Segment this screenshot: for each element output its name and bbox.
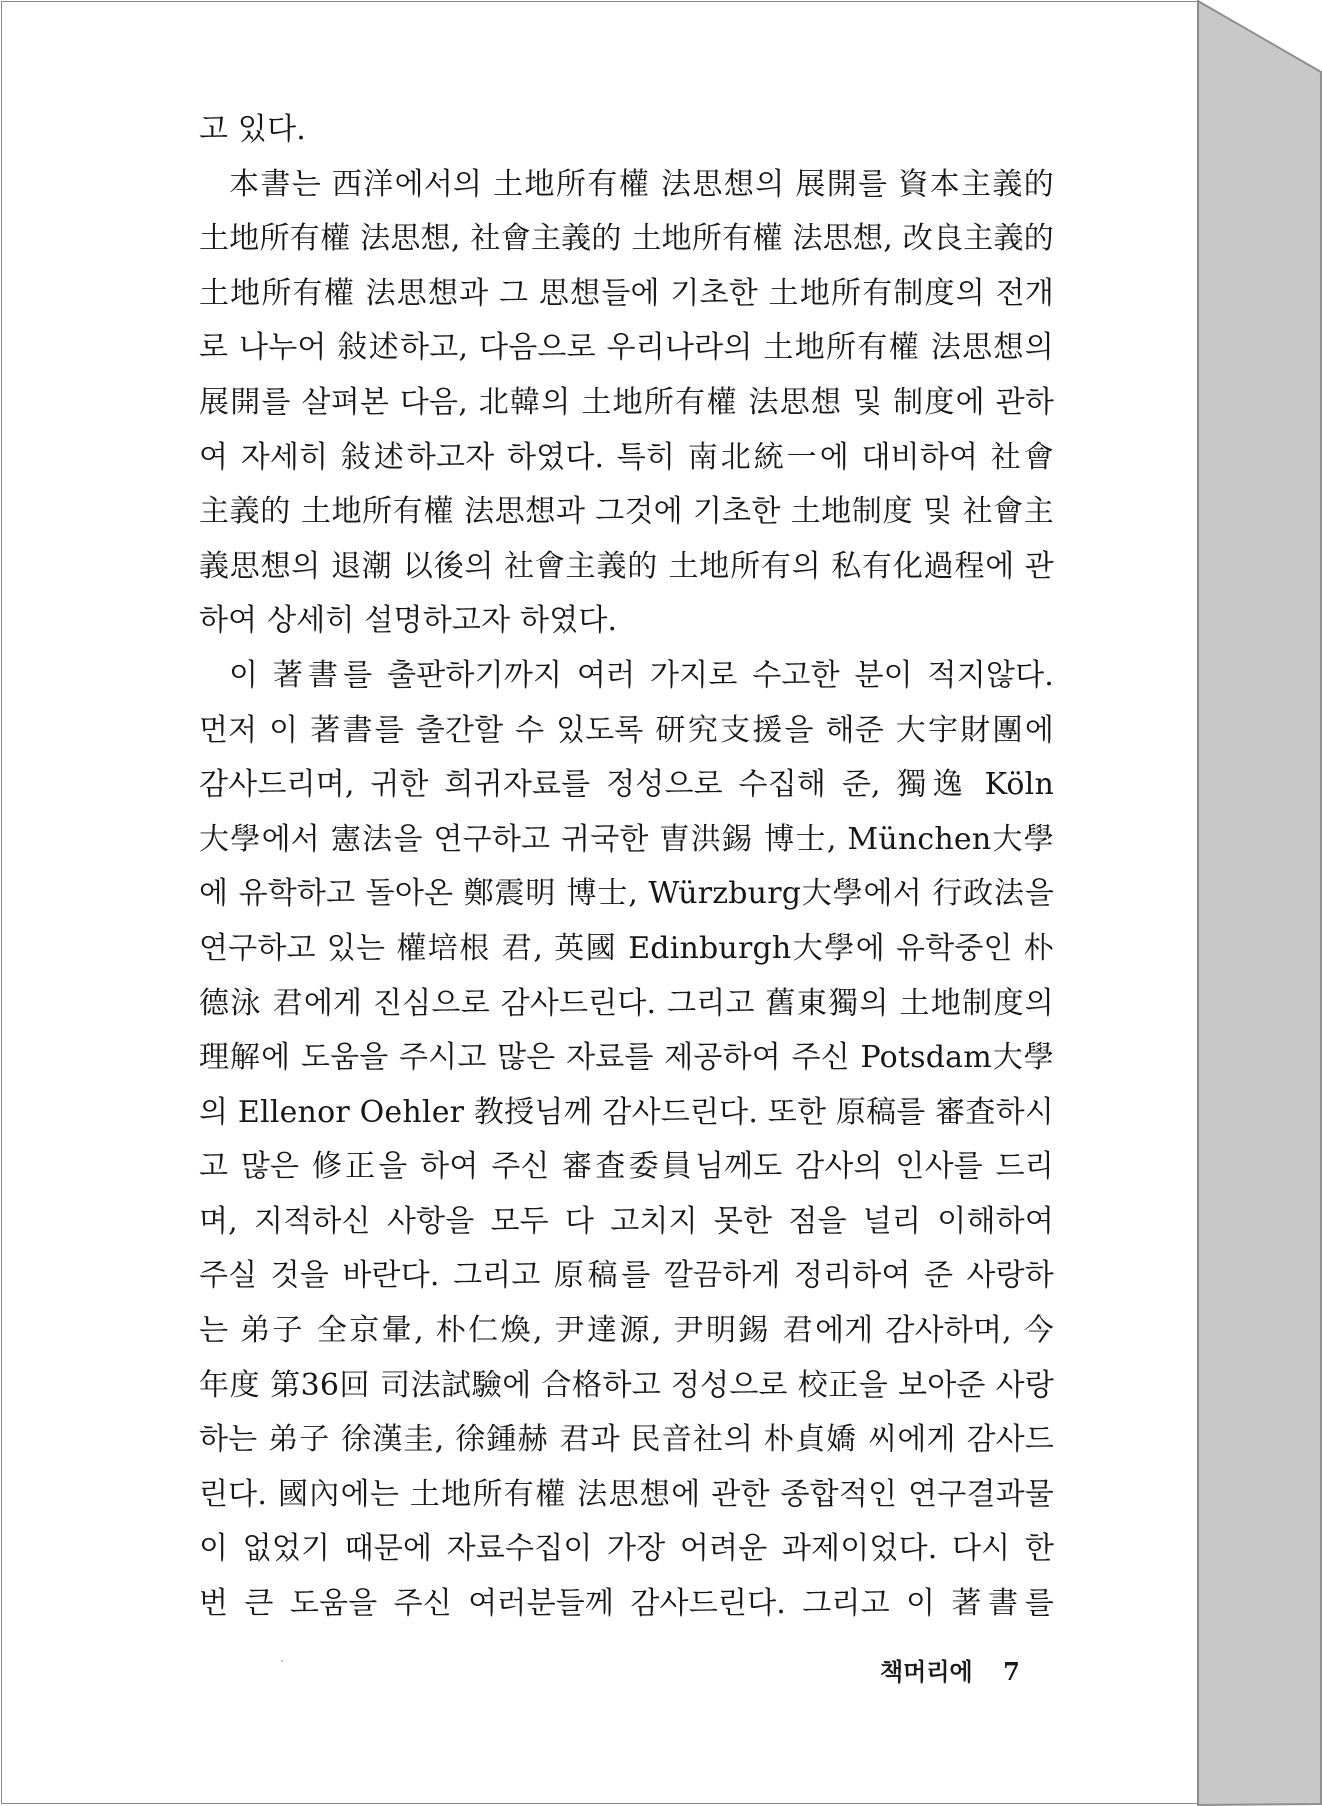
text-line: 이 없었기 때문에 자료수집이 가장 어려운 과제이었다. 다시 한 <box>199 1531 1054 1567</box>
text-line: 에 유학하고 돌아온 鄭震明 博士, Würzburg大學에서 行政法을 <box>199 876 1054 912</box>
text-line: 本書는 西洋에서의 土地所有權 法思想의 展開를 資本主義的 <box>229 166 1054 202</box>
text-line: 展開를 살펴본 다음, 北韓의 土地所有權 法思想 및 制度에 관하 <box>199 384 1054 420</box>
text-line: 理解에 도움을 주시고 많은 자료를 제공하여 주신 Potsdam大學 <box>199 1040 1054 1076</box>
text-line: 하는 弟子 徐漢圭, 徐鍾赫 君과 民音社의 朴貞嬌 씨에게 감사드 <box>199 1422 1054 1458</box>
text-line: 감사드리며, 귀한 희귀자료를 정성으로 수집해 준, 獨逸 Köln <box>199 767 1054 803</box>
text-line: 土地所有權 法思想과 그 思想들에 기초한 土地所有制度의 전개 <box>199 275 1054 311</box>
text-line: 고 있다. <box>199 112 307 147</box>
text-line: 德泳 君에게 진심으로 감사드린다. 그리고 舊東獨의 土地制度의 <box>199 985 1054 1021</box>
text-line: 며, 지적하신 사항을 모두 다 고치지 못한 점을 널리 이해하여 <box>199 1203 1054 1239</box>
scan-speck <box>281 1660 283 1662</box>
text-line: 의 Ellenor Oehler 教授님께 감사드린다. 또한 原稿를 審査하시 <box>199 1094 1054 1130</box>
preface-text-block <box>199 103 1054 1632</box>
text-line: 로 나누어 敍述하고, 다음으로 우리나라의 土地所有權 法思想의 <box>199 330 1054 366</box>
page-number: 7 <box>1003 1657 1020 1686</box>
text-line: 主義的 土地所有權 法思想과 그것에 기초한 土地制度 및 社會主 <box>199 494 1054 530</box>
section-title: 책머리에 <box>880 1658 973 1686</box>
text-line: 고 많은 修正을 하여 주신 審査委員님께도 감사의 인사를 드리 <box>199 1149 1054 1185</box>
text-line: 는 弟子 全京暈, 朴仁煥, 尹達源, 尹明錫 君에게 감사하며, 今 <box>199 1313 1054 1349</box>
text-line: 주실 것을 바란다. 그리고 原稿를 깔끔하게 정리하여 준 사랑하 <box>199 1258 1054 1294</box>
text-line: 번 큰 도움을 주신 여러분들께 감사드린다. 그리고 이 著書를 <box>199 1586 1054 1622</box>
page-footer <box>880 1652 1020 1687</box>
text-line: 연구하고 있는 權培根 君, 英國 Edinburgh大學에 유학중인 朴 <box>199 930 1054 966</box>
text-line: 大學에서 憲法을 연구하고 귀국한 曺洪錫 博士, München大學 <box>199 821 1054 857</box>
text-line: 여 자세히 敍述하고자 하였다. 특히 南北統一에 대비하여 社會 <box>199 439 1054 475</box>
text-line: 이 著書를 출판하기까지 여러 가지로 수고한 분이 적지않다. <box>229 657 1054 693</box>
text-line: 먼저 이 著書를 출간할 수 있도록 研究支援을 해준 大宇財團에 <box>199 712 1054 748</box>
text-line: 土地所有權 法思想, 社會主義的 土地所有權 法思想, 改良主義的 <box>199 221 1054 257</box>
text-line: 義思想의 退潮 以後의 社會主義的 土地所有의 私有化過程에 관 <box>199 548 1054 584</box>
text-line: 年度 第36回 司法試驗에 合格하고 정성으로 校正을 보아준 사랑 <box>199 1367 1054 1403</box>
text-line: 린다. 國內에는 土地所有權 法思想에 관한 종합적인 연구결과물 <box>199 1476 1054 1512</box>
text-line: 하여 상세히 설명하고자 하였다. <box>199 603 618 639</box>
